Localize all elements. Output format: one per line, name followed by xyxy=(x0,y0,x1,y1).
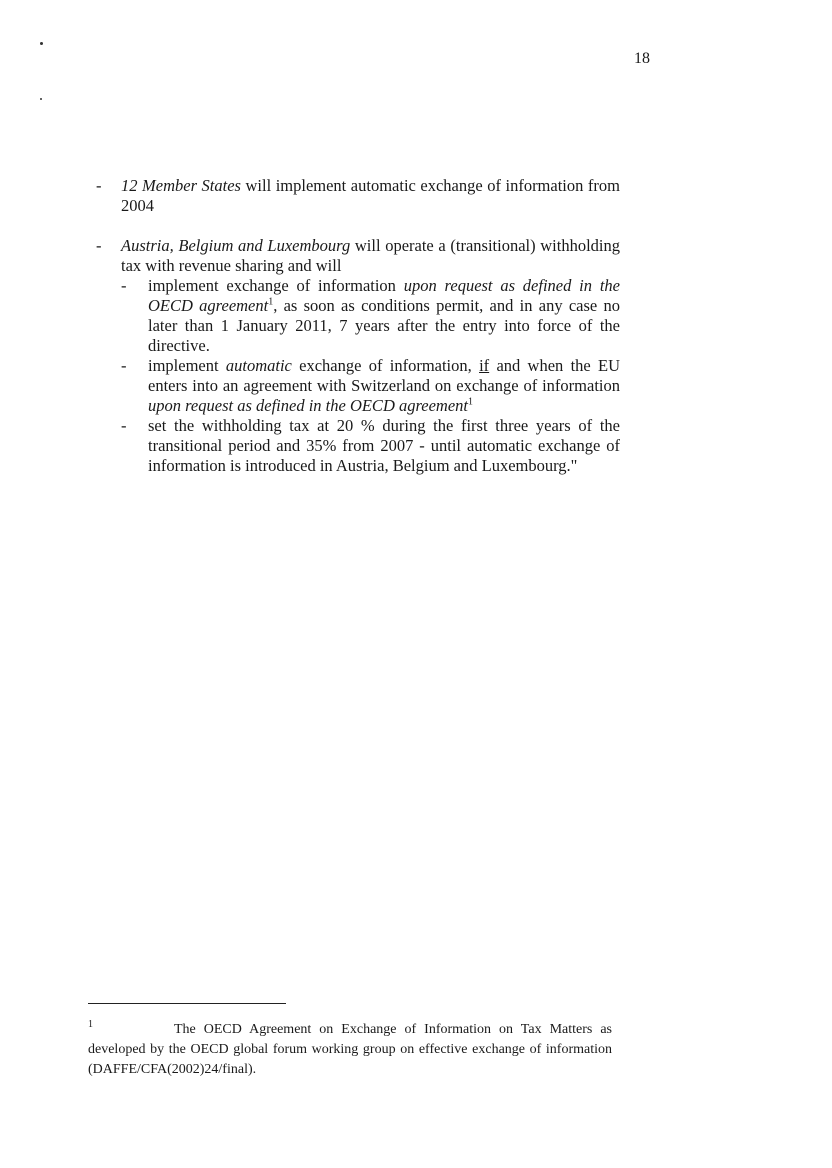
body-text: implement exchange of information xyxy=(148,276,404,295)
body-text: will operate a (transitional) withholding tax with revenue sharing and will xyxy=(121,236,620,275)
sub-bullet-dash: - xyxy=(121,416,127,435)
page-number: 18 xyxy=(634,50,650,67)
emphasis-text: upon request as defined in the OECD agreement xyxy=(148,396,469,415)
footnote-ref: 1 xyxy=(268,296,274,308)
bullet-item-austria-belgium-luxembourg xyxy=(96,236,620,476)
body-text: exchange of information, xyxy=(291,356,480,375)
footnote: 1 The OECD Agreement on Exchange of Information on Tax Matters as developed by the OECD global forum working group on effective exchange of information (DAFFE/CFA(2002)24/final). xyxy=(88,1019,612,1077)
sub-item-automatic-exchange xyxy=(121,356,620,416)
sub-item-text xyxy=(148,276,620,356)
scan-speck xyxy=(40,98,42,100)
body-text: implement xyxy=(148,356,226,375)
sub-item-withholding-rate xyxy=(121,416,620,476)
footnote-text: The OECD Agreement on Exchange of Information on Tax Matters as developed by the OECD global forum working group on effective exchange of information (DAFFE/CFA(2002)24/final). xyxy=(88,1022,612,1077)
sub-item-text: set the withholding tax at 20 % during the first three years of the transitional period and 35% from 2007 - until automatic exchange of information is introduced in Austria, Belgium and Luxembourg." xyxy=(148,416,620,475)
bullet-text xyxy=(121,176,620,216)
bullet-item-member-states xyxy=(96,176,620,216)
emphasis-text: 12 Member States xyxy=(121,176,241,195)
body-text: will implement automatic exchange of information from 2004 xyxy=(121,176,620,215)
body-text: and when the EU enters into an agreement with Switzerland on exchange of information xyxy=(148,356,620,395)
emphasis-text: upon request as defined in the OECD agreement xyxy=(148,276,620,315)
scan-speck xyxy=(40,42,43,45)
underlined-text: if xyxy=(479,356,490,375)
sub-item-exchange-upon-request xyxy=(121,276,620,356)
sub-bullet-dash: - xyxy=(121,276,127,295)
sub-list xyxy=(121,276,620,476)
sub-bullet-dash: - xyxy=(121,356,127,375)
sub-item-text xyxy=(148,356,620,416)
body-text: , as soon as conditions permit, and in any case no later than 1 January 2011, 7 years after the entry into force of the directive. xyxy=(148,296,620,355)
footnote-ref: 1 xyxy=(468,396,474,408)
emphasis-text: automatic xyxy=(225,356,292,375)
footnote-separator xyxy=(88,1003,286,1004)
emphasis-text: Austria, Belgium and Luxembourg xyxy=(121,236,351,255)
bullet-text xyxy=(121,236,620,476)
bullet-dash: - xyxy=(96,236,102,255)
bullet-dash: - xyxy=(96,176,102,195)
